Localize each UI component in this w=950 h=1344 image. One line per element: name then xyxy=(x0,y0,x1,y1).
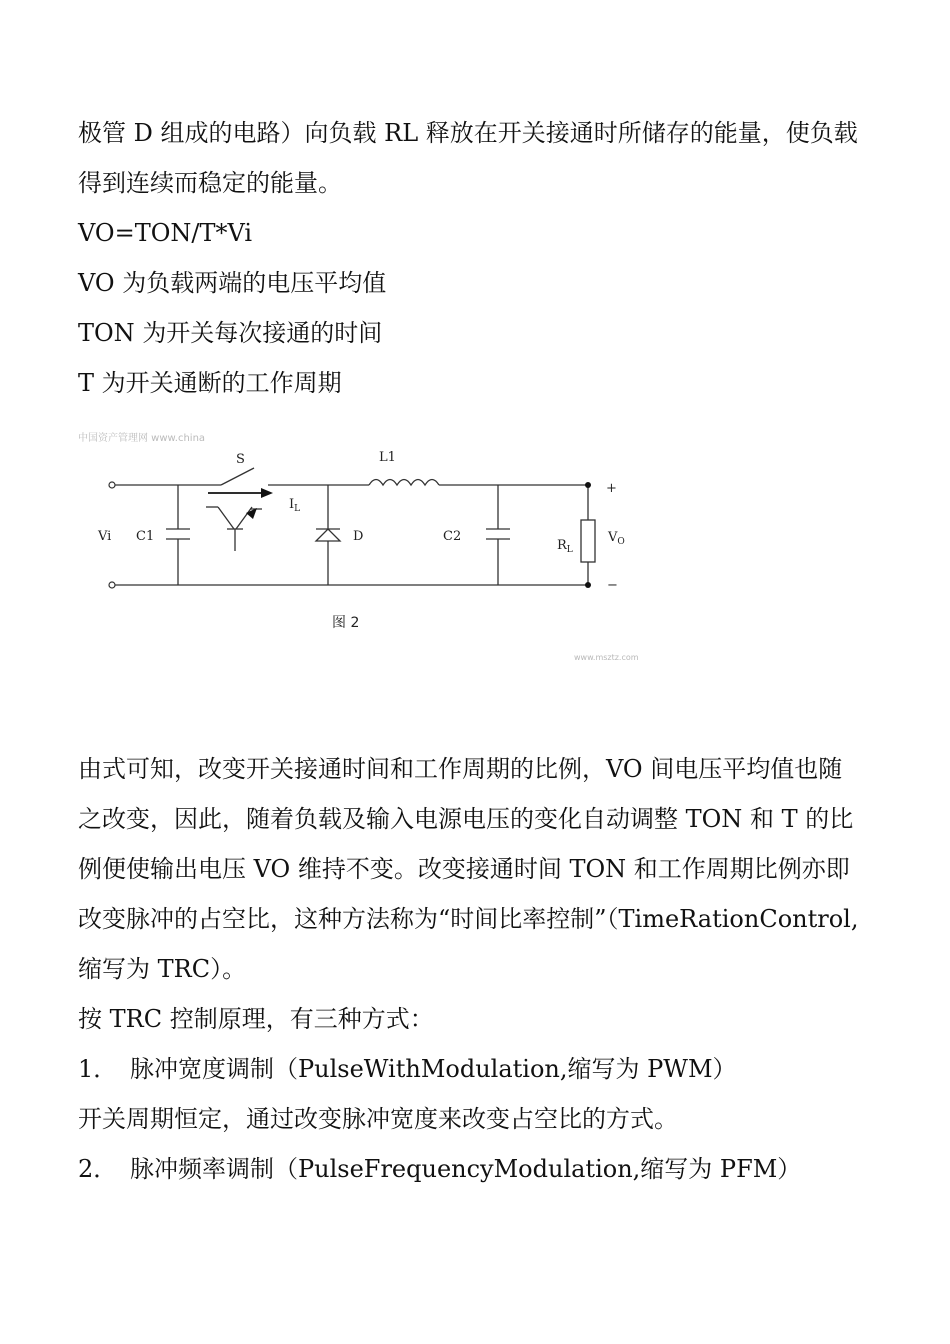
list-number: 2． xyxy=(78,1155,118,1183)
watermark-top: 中国资产管理网 www.china xyxy=(78,433,206,444)
input-voltage-label: Vi xyxy=(98,529,112,544)
paragraph-line: 例便使输出电压 VO 维持不变。改变接通时间 TON 和工作周期比例亦即 xyxy=(78,855,850,883)
circuit-diagram xyxy=(76,425,656,670)
paragraph-line: 改变脉冲的占空比，这种方法称为“时间比率控制”（TimeRationControl, xyxy=(78,905,859,933)
figure-caption: 图 2 xyxy=(332,615,360,631)
minus-terminal-label: − xyxy=(607,578,618,593)
formula-line: VO=TON/T*Vi xyxy=(78,219,253,247)
paragraph-line: 之改变，因此，随着负载及输入电源电压的变化自动调整 TON 和 T 的比 xyxy=(78,805,854,833)
list-item xyxy=(78,1153,801,1185)
paragraph-line: 缩写为 TRC）。 xyxy=(78,955,247,983)
list-item-text: 脉冲频率调制（PulseFrequencyModulation,缩写为 PFM） xyxy=(130,1155,802,1183)
plus-terminal-label: + xyxy=(606,481,617,496)
paragraph-line: 按 TRC 控制原理，有三种方式： xyxy=(78,1005,434,1033)
paragraph-line: 得到连续而稳定的能量。 xyxy=(78,169,342,197)
list-item-text: 脉冲宽度调制（PulseWithModulation,缩写为 PWM） xyxy=(130,1055,737,1083)
definition-ton: TON 为开关每次接通的时间 xyxy=(78,319,383,347)
paragraph-line: 极管 D 组成的电路）向负载 RL 释放在开关接通时所储存的能量，使负载 xyxy=(78,119,858,147)
list-number: 1． xyxy=(78,1055,118,1083)
list-item xyxy=(78,1053,737,1085)
paragraph-line: 开关周期恒定，通过改变脉冲宽度来改变占空比的方式。 xyxy=(78,1105,678,1133)
output-voltage-label: $V_O$ xyxy=(608,530,625,547)
current-label: $I_L$ xyxy=(289,497,301,514)
paragraph-line: 由式可知，改变开关接通时间和工作周期的比例，VO 间电压平均值也随 xyxy=(78,755,843,783)
definition-vo: VO 为负载两端的电压平均值 xyxy=(78,269,387,297)
inductor-label: L1 xyxy=(379,450,396,465)
capacitor-c2-label: C2 xyxy=(443,529,462,544)
capacitor-c1-label: C1 xyxy=(136,529,155,544)
load-resistor-label: $R_L$ xyxy=(557,538,573,555)
diode-label: D xyxy=(353,529,364,544)
buck-circuit-figure xyxy=(76,425,656,670)
definition-t: T 为开关通断的工作周期 xyxy=(78,369,342,397)
watermark-bottom: www.msztz.com xyxy=(574,653,639,662)
switch-label: S xyxy=(236,452,245,467)
